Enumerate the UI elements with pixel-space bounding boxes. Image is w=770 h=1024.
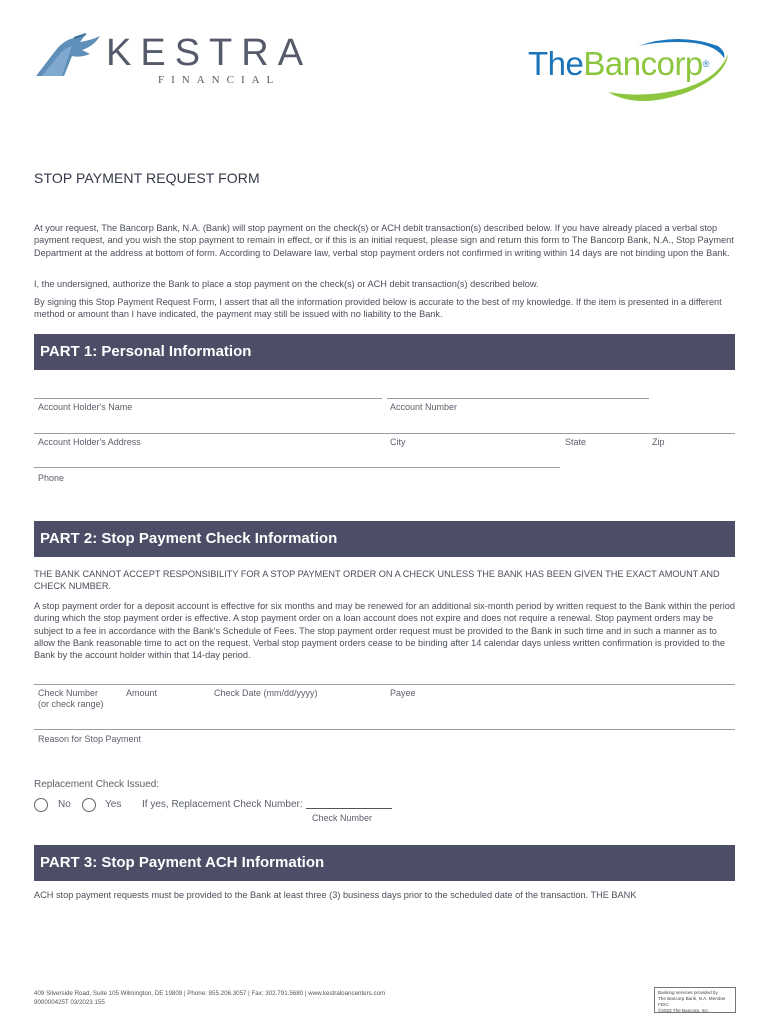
part1-title: PART 1: Personal Information — [40, 343, 252, 360]
replacement-no-label: No — [58, 799, 71, 810]
footer-box-line-1: Banking services provided by — [658, 990, 718, 995]
intro-paragraph-2: I, the undersigned, authorize the Bank to place a stop payment on the check(s) or ACH debit transaction(s) described below. — [34, 279, 539, 289]
replacement-check-number-field[interactable] — [306, 808, 392, 809]
replacement-yes-label: Yes — [105, 799, 122, 810]
check-range-label: (or check range) — [38, 699, 104, 709]
kestra-financial-text: FINANCIAL — [158, 74, 281, 86]
bancorp-wordmark — [528, 46, 709, 82]
check-details-field[interactable] — [34, 684, 735, 685]
reason-label: Reason for Stop Payment — [38, 734, 142, 744]
form-title: STOP PAYMENT REQUEST FORM — [34, 170, 260, 186]
city-label: City — [390, 437, 406, 447]
footer-box-line-2: The Bancorp Bank, N.A. Member FDIC — [658, 996, 726, 1007]
replacement-check-label: Replacement Check Issued: — [34, 779, 160, 790]
intro-paragraph-1: At your request, The Bancorp Bank, N.A. (Bank) will stop payment on the check(s) or ACH debit transaction(s) described below. If you have already placed a verbal stop payment request, and you wish the stop payment to remain in effect, or if this is an initial request, please sign and return this form to The Bancorp Bank, N.A., Stop Payment Department at the address at bottom of form. According to Delaware law, verbal stop payment orders not confirmed in writing within 14 days are not binding upon the Bank. — [34, 223, 734, 258]
replacement-check-number-prompt: If yes, Replacement Check Number: — [142, 799, 303, 810]
zip-label: Zip — [652, 437, 665, 447]
phone-field[interactable] — [34, 467, 560, 468]
reason-field[interactable] — [34, 729, 735, 730]
replacement-no-radio[interactable] — [34, 798, 48, 812]
footer-disclosure-box — [654, 987, 736, 1013]
check-date-label: Check Date (mm/dd/yyyy) — [214, 688, 318, 698]
bancorp-name: Bancorp — [583, 45, 703, 82]
account-number-label: Account Number — [390, 402, 458, 412]
footer-box-line-3: ©2023 The Bancorp, Inc. — [658, 1008, 710, 1013]
footer-line-2: 900000425T 03/2023 155 — [34, 999, 105, 1006]
replacement-check-number-caption: Check Number — [312, 813, 373, 823]
part2-header — [34, 521, 735, 557]
kestra-bird-icon — [34, 32, 104, 78]
kestra-logo — [34, 30, 334, 90]
amount-label: Amount — [126, 688, 158, 698]
kestra-wordmark: KESTRA — [106, 32, 313, 74]
part2-notice: THE BANK CANNOT ACCEPT RESPONSIBILITY FOR A STOP PAYMENT ORDER ON A CHECK UNLESS THE BANK HAS BEEN GIVEN THE EXACT AMOUNT AND CHECK NUMBER. — [34, 569, 720, 592]
bancorp-logo — [528, 36, 738, 108]
account-number-field[interactable] — [387, 398, 649, 399]
payee-label: Payee — [390, 688, 416, 698]
check-number-label: Check Number — [38, 688, 99, 698]
footer-line-1: 409 Silverside Road, Suite 105 Wilmington, DE 19809 | Phone: 855.206.3057 | Fax: 302.791.5680 | www.kestraloancenters.com — [34, 990, 386, 997]
replacement-yes-radio[interactable] — [82, 798, 96, 812]
part1-header — [34, 334, 735, 370]
part3-header — [34, 845, 735, 881]
footer-address — [34, 989, 385, 1007]
part3-body: ACH stop payment requests must be provided to the Bank at least three (3) business days prior to the scheduled date of the transaction. THE BANK — [34, 890, 637, 900]
account-holder-name-field[interactable] — [34, 398, 382, 399]
part2-body: A stop payment order for a deposit account is effective for six months and may be renewed for an additional six-month period by written request to the Bank within the period during which the stop payment order is effective. A stop payment order on a loan account does not expire and does not require a renewal. Stop payment orders may be subject to a fee in accordance with the Bank's Schedule of Fees. The stop payment order request must be provided to the Bank in such time and in such a manner as to allow the Bank reasonable time to act on the request. Verbal stop payment orders cease to be binding after 14 calendar days unless written confirmation is provided to the Bank by the account holder within that 14-day period. — [34, 601, 736, 661]
intro-paragraph-3: By signing this Stop Payment Request Form, I assert that all the information provided below is accurate to the best of my knowledge. If the item is presented in a different method or amount than I have indicated, the payment may still be issued with no liability to the Bank. — [34, 297, 722, 320]
phone-label: Phone — [38, 473, 65, 483]
bancorp-the: The — [528, 45, 584, 82]
account-holder-name-label: Account Holder's Name — [38, 402, 133, 412]
account-holder-address-label: Account Holder's Address — [38, 437, 141, 447]
address-row-field[interactable] — [34, 433, 735, 434]
state-label: State — [565, 437, 587, 447]
bancorp-trademark: ® — [702, 59, 709, 69]
part3-title: PART 3: Stop Payment ACH Information — [40, 854, 325, 871]
part2-title: PART 2: Stop Payment Check Information — [40, 530, 338, 547]
